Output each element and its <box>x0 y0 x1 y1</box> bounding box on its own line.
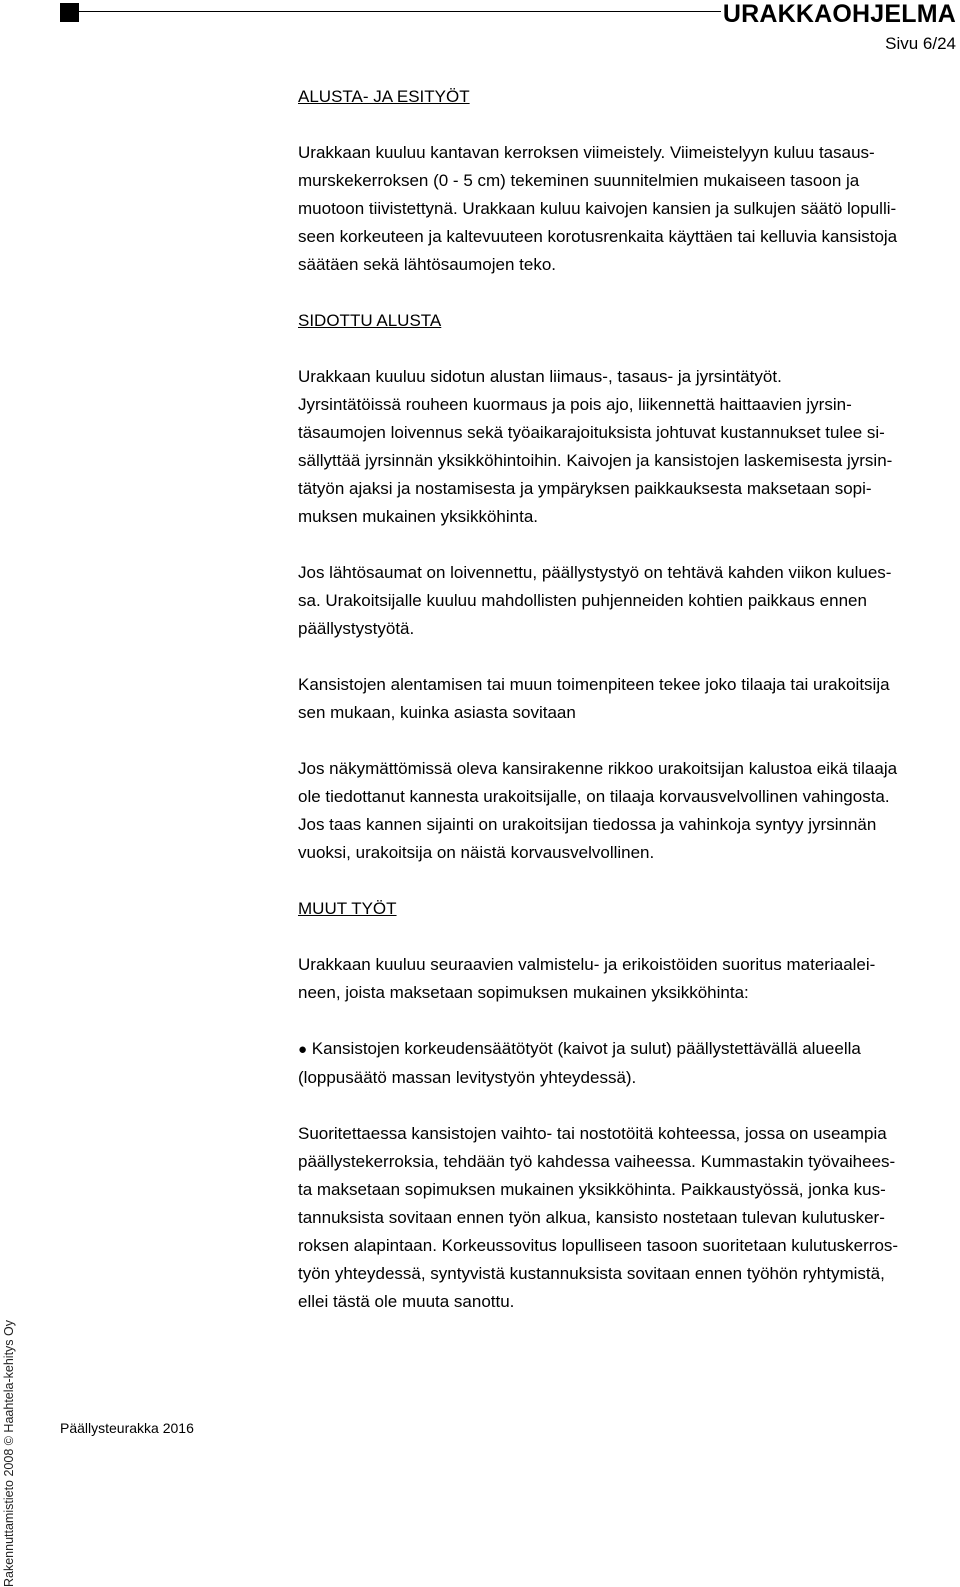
section-heading-alusta: ALUSTA- JA ESITYÖT <box>298 87 470 106</box>
paragraph-sidottu-4: Jos näkymättömissä oleva kansirakenne rikkoo urakoitsijan kalustoa eikä tilaaja ole tiedottanut kannesta urakoitsijalle, on tilaaja korvausvelvollinen vahingosta. Jos taas kannen sijainti on urakoitsijan tiedossa ja vahinkoja syntyy jyrsinnän vuoksi, urakoitsija on näistä korvausvelvollinen. <box>298 759 898 862</box>
paragraph-sidottu-1: Urakkaan kuuluu sidotun alustan liimaus-, tasaus- ja jyrsintätyöt. Jyrsintätöissä rouheen kuormaus ja pois ajo, liikennettä haittaavien jyrsin- täsaumojen loivennus sekä työaikarajoituksista johtuvat kustannukset tulee si- sällyttää jyrsinnän yksikköhintoihin. Kaivojen ja kansistojen laskemisesta jyrsin- tätyön ajaksi ja nostamisesta ja ympäryksen paikkauksesta maksetaan sopi- muksen mukainen yksikköhinta. <box>298 367 893 526</box>
paragraph-sidottu-3: Kansistojen alentamisen tai muun toimenpiteen tekee joko tilaaja tai urakoitsija sen mukaan, kuinka asiasta sovitaan <box>298 675 890 722</box>
header-rule <box>79 11 721 12</box>
list-item <box>298 1035 960 1092</box>
document-body <box>298 83 960 1344</box>
paragraph-sidottu-2: Jos lähtösaumat on loivennettu, päällystystyö on tehtävä kahden viikon kulues- sa. Urakoitsijalle kuuluu mahdollisten puhjenneiden kohtien paikkaus ennen päällystystyötä. <box>298 563 892 638</box>
list-item-text: Kansistojen korkeudensäätötyöt (kaivot ja sulut) päällystettävällä alueella (loppusäätö massan levitystyön yhteydessä). <box>298 1039 861 1087</box>
page-number: Sivu 6/24 <box>885 34 956 53</box>
header-square <box>60 3 79 22</box>
paragraph-alusta: Urakkaan kuuluu kantavan kerroksen viimeistely. Viimeistelyyn kuluu tasaus- murskekerroksen (0 - 5 cm) tekeminen suunnitelmien mukaiseen tasoon ja muotoon tiivistettynä. Urakkaan kuluu kaivojen kansien ja sulkujen säätö lopulli- seen korkeuteen ja kaltevuuteen korotusrenkaita käyttäen tai kelluvia kansistoja säätäen sekä lähtösaumojen teko. <box>298 143 898 274</box>
section-heading-muut: MUUT TYÖT <box>298 899 397 918</box>
paragraph-muut-intro: Urakkaan kuuluu seuraavien valmistelu- ja erikoistöiden suoritus materiaalei- neen, joista maksetaan sopimuksen mukainen yksikköhinta: <box>298 955 876 1002</box>
footer-text: Päällysteurakka 2016 <box>60 1420 194 1436</box>
bullet-icon: ● <box>298 1041 308 1058</box>
document-title: URAKKAOHJELMA <box>722 0 956 28</box>
paragraph-muut-closing: Suoritettaessa kansistojen vaihto- tai nostotöitä kohteessa, jossa on useampia päällystekerroksia, tehdään työ kahdessa vaiheessa. Kummastakin työvaihees- ta maksetaan sopimuksen mukainen yksikköhinta. Paikkaustyössä, jonka kus- tannuksista sovitaan ennen työn alkua, kansisto nostetaan tulevan kulutusker- roksen alapintaan. Korkeussovitus lopulliseen tasoon suoritetaan kulutuskerros- työn yhteydessä, syntyvistä kustannuksista sovitaan ennen työhön ryhtymistä, ellei tästä ole muuta sanottu. <box>298 1124 899 1311</box>
copyright-side-note: Rakennuttamistieto 2008 © Haahtela-kehitys Oy <box>2 1320 16 1587</box>
section-heading-sidottu: SIDOTTU ALUSTA <box>298 311 442 330</box>
